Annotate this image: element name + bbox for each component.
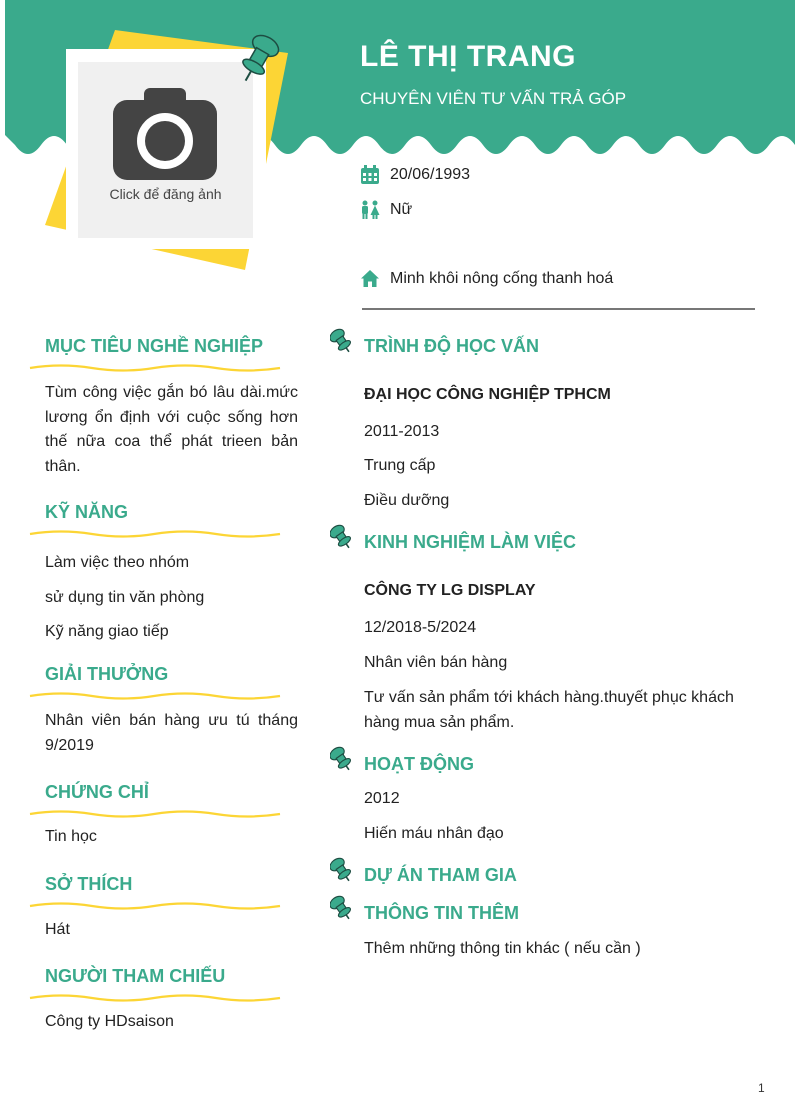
pin-icon xyxy=(330,327,356,355)
hobbies-heading: SỞ THÍCH xyxy=(45,874,133,894)
gender-row xyxy=(360,200,412,220)
references-heading: NGƯỜI THAM CHIẾU xyxy=(45,966,226,986)
pin-icon xyxy=(330,856,356,884)
pin-icon xyxy=(330,894,356,922)
projects-heading: DỰ ÁN THAM GIA xyxy=(364,865,517,885)
certificates-underline xyxy=(28,808,282,820)
education-period: 2011-2013 xyxy=(364,423,440,440)
hobbies-underline xyxy=(28,900,282,912)
skills-underline xyxy=(28,528,282,540)
address-row xyxy=(360,269,613,289)
birthday-row xyxy=(360,165,470,185)
skill-item: Kỹ năng giao tiếp xyxy=(45,623,169,640)
gender-value: Nữ xyxy=(390,201,413,218)
contact-divider xyxy=(362,308,755,310)
experience-description: Tư vấn sản phẩm tới khách hàng.thuyết phục khách hàng mua sản phẩm. xyxy=(364,689,734,731)
additional-text: Thêm những thông tin khác ( nếu cần ) xyxy=(364,940,641,957)
objective-underline xyxy=(28,362,282,374)
home-icon xyxy=(360,269,380,289)
hobbies-text: Hát xyxy=(45,921,70,938)
objective-heading: MỤC TIÊU NGHỀ NGHIỆP xyxy=(45,336,264,356)
gender-icon xyxy=(360,200,380,220)
education-level: Trung cấp xyxy=(364,457,436,474)
awards-underline xyxy=(28,690,282,702)
upload-photo-button[interactable]: Click để đăng ảnh xyxy=(109,186,222,202)
certificates-text: Tin học xyxy=(45,828,97,845)
pin-icon xyxy=(330,523,356,551)
activities-heading: HOẠT ĐỘNG xyxy=(364,754,474,774)
activities-year: 2012 xyxy=(364,790,400,807)
candidate-name: LÊ THỊ TRANG xyxy=(360,40,576,73)
experience-company: CÔNG TY LG DISPLAY xyxy=(364,582,536,599)
skill-item: Làm việc theo nhóm xyxy=(45,554,190,571)
experience-heading: KINH NGHIỆM LÀM VIỆC xyxy=(364,532,577,552)
references-text: Công ty HDsaison xyxy=(45,1013,174,1030)
candidate-title: CHUYÊN VIÊN TƯ VẤN TRẢ GÓP xyxy=(360,89,627,108)
page-number: 1 xyxy=(758,1081,765,1095)
pin-icon xyxy=(330,745,356,773)
experience-period: 12/2018-5/2024 xyxy=(364,619,477,636)
education-heading: TRÌNH ĐỘ HỌC VẤN xyxy=(364,336,539,356)
activities-description: Hiến máu nhân đạo xyxy=(364,825,504,842)
education-school: ĐẠI HỌC CÔNG NGHIỆP TPHCM xyxy=(364,386,611,403)
education-major: Điều dưỡng xyxy=(364,492,450,509)
objective-text: Tùm công việc gắn bó lâu dài.mức lương ổn định với cuộc sống hơn thế nữa coa thể phát trieen bản thân. xyxy=(45,384,298,475)
photo-frame xyxy=(40,25,300,275)
skill-item: sử dụng tin văn phòng xyxy=(45,589,205,606)
certificates-heading: CHỨNG CHỈ xyxy=(45,782,149,802)
calendar-icon xyxy=(360,165,380,185)
experience-position: Nhân viên bán hàng xyxy=(364,654,508,671)
address-value: Minh khôi nông cống thanh hoá xyxy=(390,270,614,287)
skills-heading: KỸ NĂNG xyxy=(45,502,129,522)
birthday-value: 20/06/1993 xyxy=(390,166,471,183)
awards-text: Nhân viên bán hàng ưu tú tháng 9/2019 xyxy=(45,712,298,754)
references-underline xyxy=(28,992,282,1004)
awards-heading: GIẢI THƯỞNG xyxy=(45,664,169,684)
additional-heading: THÔNG TIN THÊM xyxy=(364,903,519,923)
